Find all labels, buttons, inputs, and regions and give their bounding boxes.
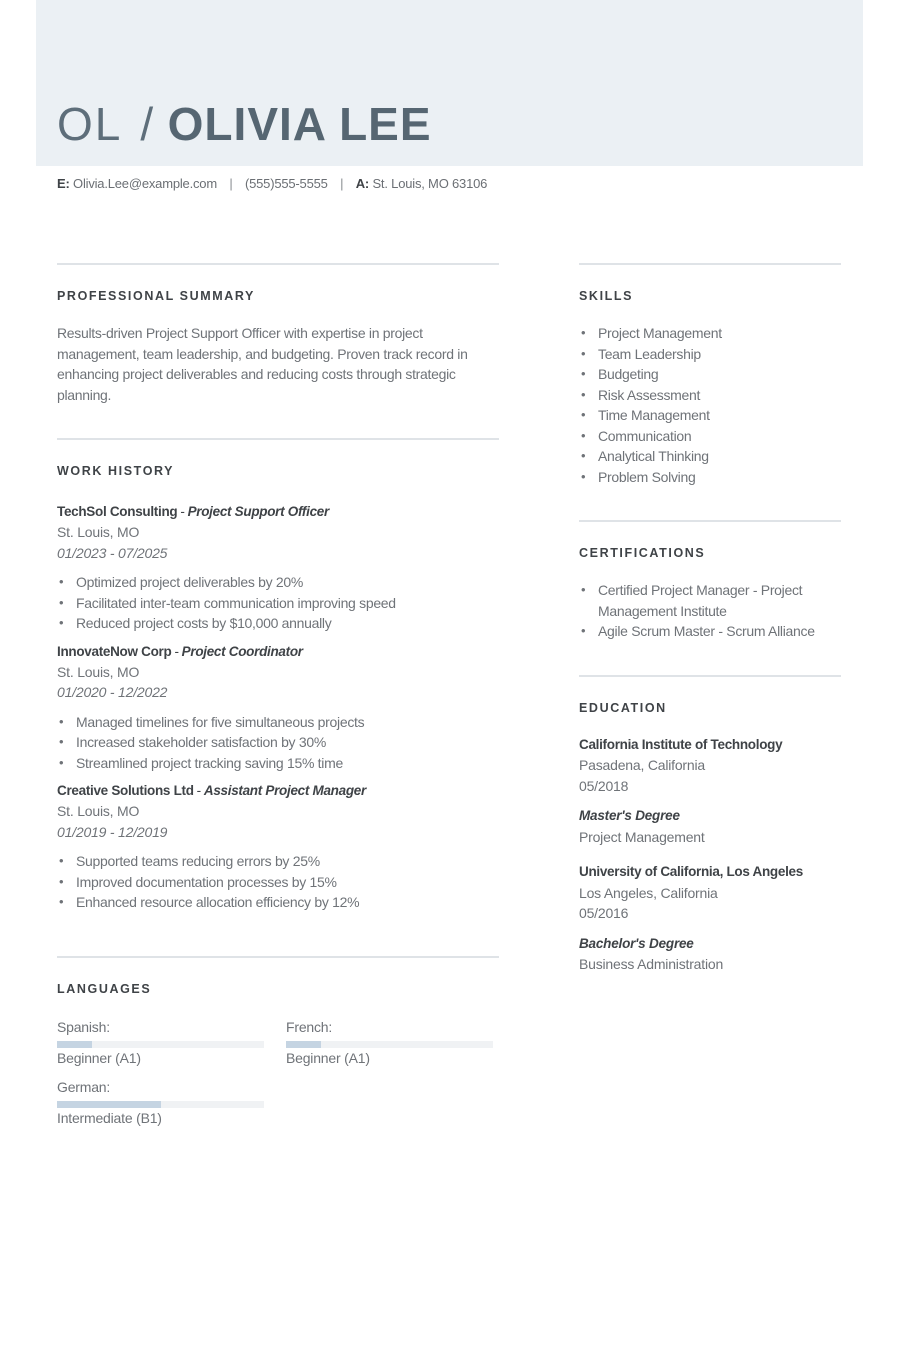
job-heading	[57, 781, 499, 801]
list-item: • Team Leadership	[579, 344, 841, 365]
section-title: EDUCATION	[579, 700, 667, 715]
contact-separator: |	[340, 176, 344, 191]
list-item: • Enhanced resource allocation efficiency by 12%	[57, 892, 499, 913]
section-divider	[579, 263, 841, 265]
job-dates: 01/2019 - 12/2019	[57, 823, 168, 840]
list-item: • Improved documentation processes by 15%	[57, 872, 499, 893]
languages-grid	[57, 1018, 499, 1128]
right-column	[579, 263, 841, 990]
name-heading	[57, 96, 432, 156]
list-item: • Facilitated inter-team communication improving speed	[57, 593, 499, 614]
degree-field: Business Administration	[579, 956, 724, 972]
job-dates: 01/2023 - 07/2025	[57, 544, 168, 561]
language-level: Beginner (A1)	[286, 1049, 370, 1066]
job-location: St. Louis, MO	[57, 524, 140, 540]
list-item: • Project Management	[579, 323, 841, 344]
language-item	[57, 1018, 264, 1068]
contact-info	[57, 176, 487, 191]
address-label: A:	[355, 176, 370, 191]
degree-field: Project Management	[579, 828, 705, 845]
language-name: French:	[286, 1018, 333, 1035]
section-title: WORK HISTORY	[57, 464, 175, 478]
job-location: St. Louis, MO	[57, 803, 140, 819]
list-item: • Problem Solving	[579, 467, 841, 488]
language-bar-track	[57, 1041, 264, 1048]
job-heading	[57, 642, 499, 662]
list-item: • Optimized project deliverables by 20%	[57, 572, 499, 593]
job-role: Project Support Officer	[187, 504, 329, 519]
left-column	[57, 263, 499, 1128]
section-title: SKILLS	[579, 289, 634, 303]
address: St. Louis, MO 63106	[372, 176, 488, 191]
list-item: • Analytical Thinking	[579, 446, 841, 467]
education-entry	[579, 862, 841, 975]
list-item: • Certified Project Manager - Project Management Institute	[579, 580, 841, 621]
job-dates: 01/2020 - 12/2022	[57, 684, 168, 700]
language-item	[286, 1018, 493, 1068]
section-divider	[57, 956, 499, 958]
contact-separator: |	[229, 176, 233, 191]
list-item: • Increased stakeholder satisfaction by 30%	[57, 732, 499, 753]
list-item: • Reduced project costs by $10,000 annually	[57, 613, 499, 634]
job-heading	[57, 502, 499, 522]
list-item: • Agile Scrum Master - Scrum Alliance	[579, 621, 841, 642]
language-name: German:	[57, 1078, 111, 1095]
job-dash: -	[196, 783, 201, 798]
job-bullets	[57, 851, 499, 913]
name-separator: /	[140, 98, 154, 150]
section-divider	[57, 263, 499, 265]
company-name: TechSol Consulting	[57, 504, 178, 519]
school-name: California Institute of Technology	[579, 736, 783, 752]
language-level: Beginner (A1)	[57, 1049, 141, 1066]
language-bar-fill	[57, 1041, 92, 1048]
section-divider	[57, 438, 499, 440]
summary-text: Results-driven Project Support Officer with expertise in project management, team leadership, and budgeting. Proven track record in enhancing project deliverables and reducing costs through strategic planning.	[57, 325, 468, 403]
language-bar-fill	[286, 1041, 321, 1048]
degree-name: Master's Degree	[579, 808, 680, 823]
list-item: • Risk Assessment	[579, 385, 841, 406]
skills-list	[579, 323, 841, 487]
certifications-list	[579, 580, 841, 642]
school-location: Los Angeles, California	[579, 884, 718, 901]
job-bullets	[57, 712, 499, 774]
company-name: InnovateNow Corp	[57, 643, 172, 659]
list-item: • Time Management	[579, 405, 841, 426]
phone-number: (555)555-5555	[244, 176, 328, 191]
list-item: • Managed timelines for five simultaneous projects	[57, 712, 499, 733]
job-role: Assistant Project Manager	[203, 783, 366, 798]
section-divider	[579, 520, 841, 522]
skills-section	[579, 263, 841, 487]
job-role: Project Coordinator	[181, 643, 303, 659]
education-entry	[579, 735, 841, 848]
education-section	[579, 675, 841, 975]
language-level: Intermediate (B1)	[57, 1109, 162, 1126]
list-item: • Streamlined project tracking saving 15% time	[57, 753, 499, 774]
name-initials: OL	[57, 98, 123, 150]
section-title: LANGUAGES	[57, 981, 152, 996]
summary-section	[57, 263, 499, 405]
job-dash: -	[174, 643, 179, 659]
email-link[interactable]: Olivia.Lee@example.com	[73, 176, 217, 191]
graduation-date: 05/2018	[579, 777, 629, 794]
email-label: E:	[57, 176, 70, 191]
list-item: • Communication	[579, 426, 841, 447]
certifications-section	[579, 520, 841, 642]
school-name: University of California, Los Angeles	[579, 864, 803, 879]
language-bar-track	[57, 1101, 264, 1108]
degree-name: Bachelor's Degree	[579, 935, 694, 951]
job-entry	[57, 642, 499, 774]
job-entry	[57, 781, 499, 913]
job-location: St. Louis, MO	[57, 663, 140, 680]
job-bullets	[57, 572, 499, 634]
full-name: OLIVIA LEE	[167, 98, 432, 150]
section-divider	[579, 675, 841, 677]
section-title: CERTIFICATIONS	[579, 546, 706, 560]
company-name: Creative Solutions Ltd	[57, 783, 194, 798]
language-bar-fill	[57, 1101, 161, 1108]
language-item	[57, 1078, 264, 1128]
work-history-section	[57, 438, 499, 913]
languages-section	[57, 956, 499, 1128]
graduation-date: 05/2016	[579, 905, 629, 921]
school-location: Pasadena, California	[579, 757, 705, 773]
language-bar-track	[286, 1041, 493, 1048]
job-entry	[57, 502, 499, 634]
list-item: • Budgeting	[579, 364, 841, 385]
section-title: PROFESSIONAL SUMMARY	[57, 289, 255, 303]
language-name: Spanish:	[57, 1018, 110, 1035]
job-dash: -	[180, 504, 185, 519]
list-item: • Supported teams reducing errors by 25%	[57, 851, 499, 872]
